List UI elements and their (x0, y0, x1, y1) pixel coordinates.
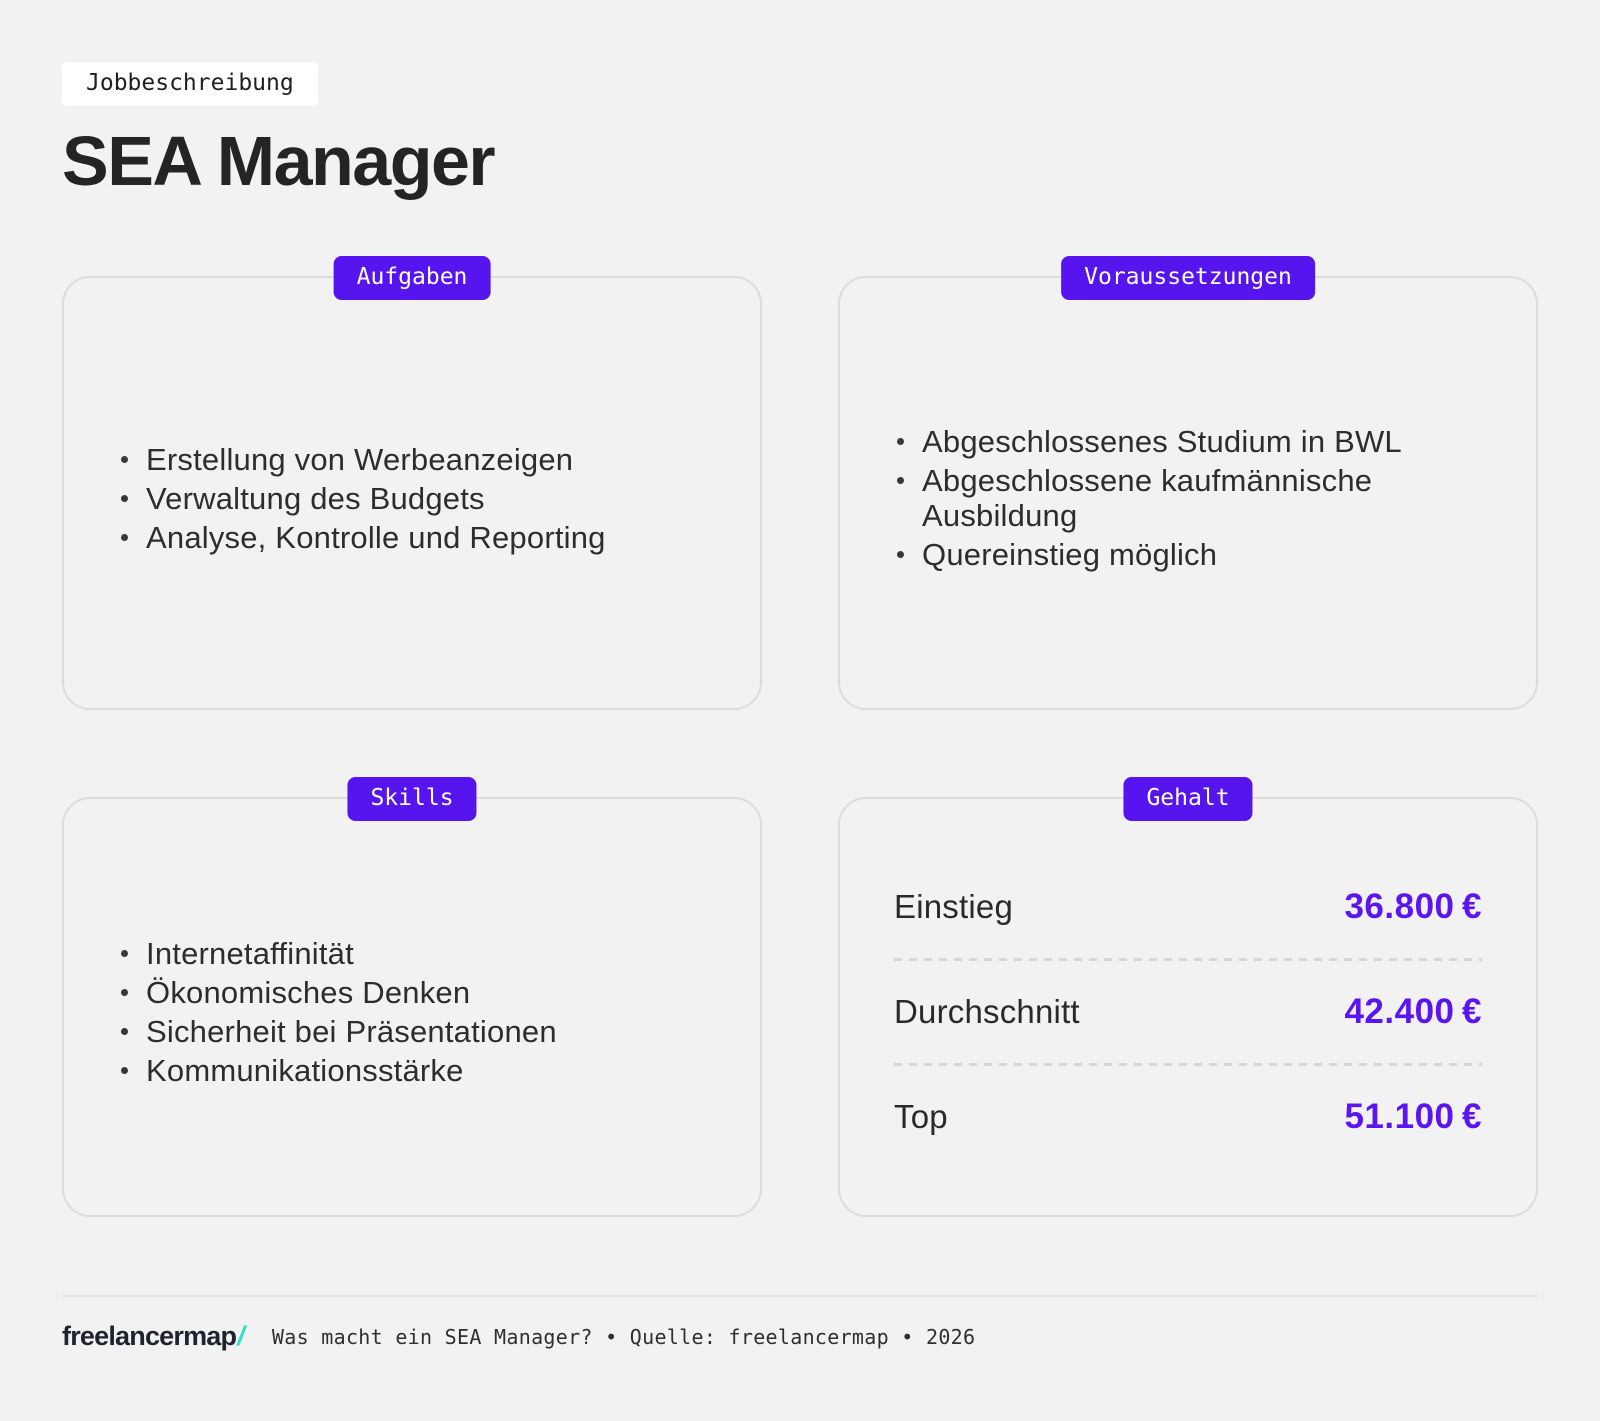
card-badge-gehalt: Gehalt (1123, 777, 1252, 821)
list-item: Quereinstieg möglich (894, 537, 1482, 572)
card-badge-aufgaben: Aufgaben (334, 256, 491, 300)
footer-caption: Was macht ein SEA Manager? • Quelle: freelancermap • 2026 (271, 1324, 976, 1349)
kicker-badge: Jobbeschreibung (62, 62, 318, 106)
salary-value: 42.400 € (1344, 992, 1482, 1031)
salary-label: Durchschnitt (894, 993, 1080, 1030)
aufgaben-list (118, 438, 706, 559)
list-item: Kommunikationsstärke (118, 1053, 706, 1088)
salary-value: 51.100 € (1344, 1097, 1482, 1136)
card-gehalt (838, 785, 1538, 1217)
list-item: Analyse, Kontrolle und Reporting (118, 520, 706, 555)
salary-label: Top (894, 1098, 948, 1135)
salary-value: 36.800 € (1344, 887, 1482, 926)
list-item: Abgeschlossenes Studium in BWL (894, 424, 1482, 459)
logo-slash-icon: / (237, 1321, 244, 1351)
cards-grid (62, 264, 1538, 1217)
list-item: Abgeschlossene kaufmännische Ausbildung (894, 463, 1482, 533)
logo-text: freelancermap (62, 1321, 237, 1351)
card-aufgaben (62, 264, 762, 710)
list-item: Ökonomisches Denken (118, 975, 706, 1010)
card-skills (62, 785, 762, 1217)
list-item: Erstellung von Werbeanzeigen (118, 442, 706, 477)
dashed-divider (894, 1063, 1482, 1066)
list-item: Verwaltung des Budgets (118, 481, 706, 516)
salary-table (894, 887, 1482, 1137)
salary-row-einstieg (894, 887, 1482, 927)
salary-row-durchschnitt (894, 992, 1482, 1032)
card-badge-skills: Skills (347, 777, 476, 821)
freelancermap-logo (62, 1321, 244, 1352)
card-voraussetzungen (838, 264, 1538, 710)
dashed-divider (894, 958, 1482, 961)
list-item: Sicherheit bei Präsentationen (118, 1014, 706, 1049)
voraussetzungen-list (894, 420, 1482, 576)
footer (62, 1297, 1538, 1352)
skills-list (118, 932, 706, 1092)
card-badge-voraussetzungen: Voraussetzungen (1061, 256, 1315, 300)
salary-label: Einstieg (894, 888, 1014, 925)
page-title: SEA Manager (62, 122, 495, 200)
salary-row-top (894, 1097, 1482, 1137)
list-item: Internetaffinität (118, 936, 706, 971)
